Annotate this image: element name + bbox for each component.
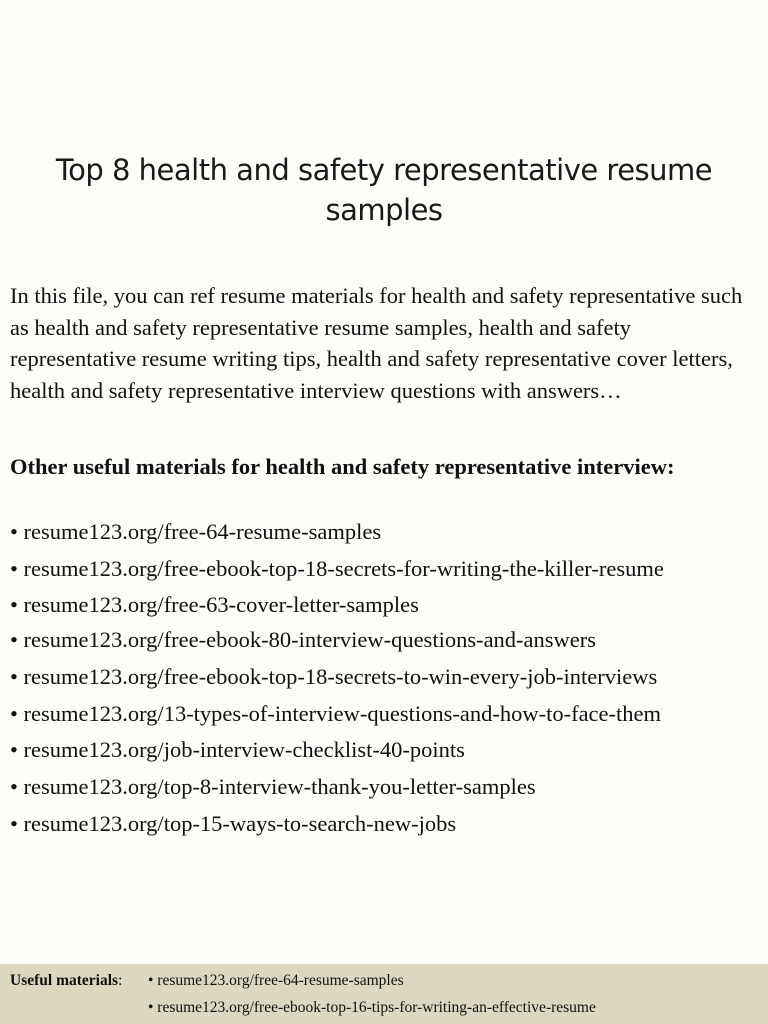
- link-item[interactable]: • resume123.org/free-ebook-top-18-secrets-for-writing-the-killer-resume: [10, 556, 664, 581]
- intro-paragraph: In this file, you can ref resume materials for health and safety representative such as health and safety representative resume samples, health and safety representative resume writing tips, health and safety representative cover letters, health and safety representative interview questions with answers…: [10, 283, 743, 403]
- page-title: Top 8 health and safety representative resume samples: [55, 153, 713, 227]
- footer-bar: [0, 964, 768, 1024]
- link-item[interactable]: • resume123.org/free-64-resume-samples: [10, 519, 382, 544]
- link-item[interactable]: • resume123.org/free-ebook-top-18-secrets-to-win-every-job-interviews: [10, 664, 658, 689]
- link-item[interactable]: • resume123.org/free-ebook-80-interview-questions-and-answers: [10, 627, 597, 652]
- footer-link[interactable]: • resume123.org/free-ebook-top-16-tips-for-writing-an-effective-resume: [148, 999, 596, 1016]
- link-item[interactable]: • resume123.org/13-types-of-interview-questions-and-how-to-face-them: [10, 701, 662, 726]
- link-item[interactable]: • resume123.org/top-8-interview-thank-you-letter-samples: [10, 774, 536, 799]
- footer-link[interactable]: • resume123.org/free-64-resume-samples: [148, 972, 404, 989]
- footer-label: Useful materials:: [10, 972, 123, 989]
- link-item[interactable]: • resume123.org/job-interview-checklist-40-points: [10, 737, 465, 762]
- useful-materials-heading: Other useful materials for health and safety representative interview:: [10, 454, 675, 479]
- link-item[interactable]: • resume123.org/top-15-ways-to-search-new-jobs: [10, 811, 457, 836]
- link-item[interactable]: • resume123.org/free-63-cover-letter-samples: [10, 592, 419, 617]
